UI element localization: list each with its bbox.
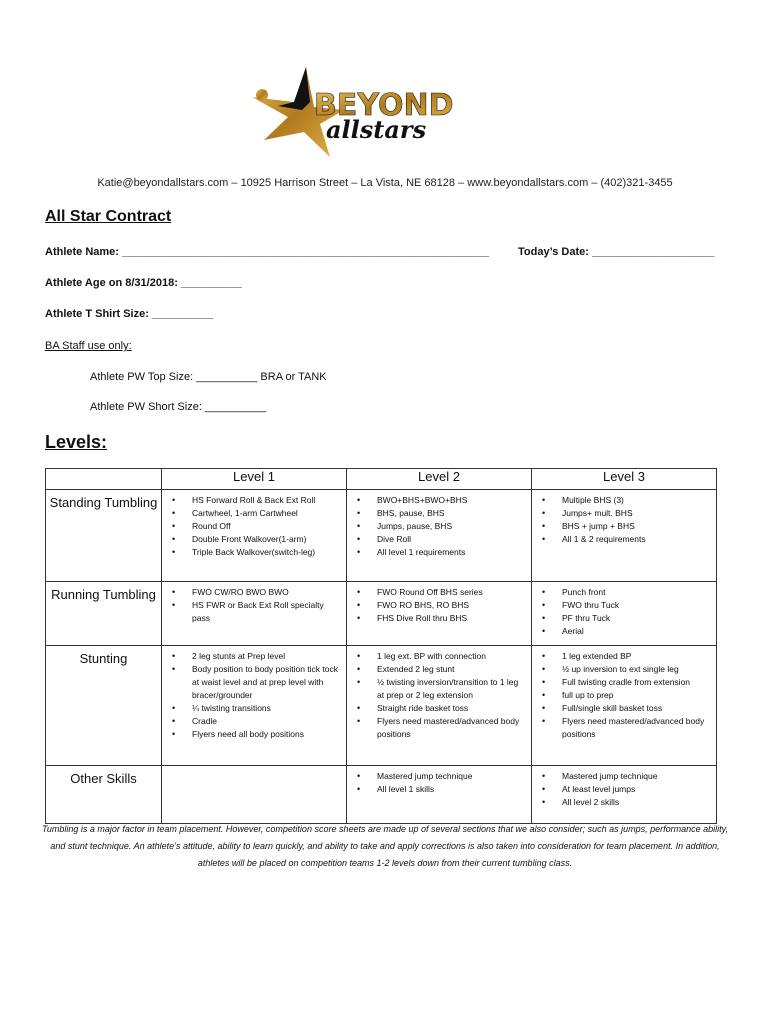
skill-list: [532, 582, 716, 642]
list-item: • All level 2 skills: [554, 796, 712, 809]
list-item: • Dive Roll: [369, 533, 527, 546]
skill-list: [532, 646, 716, 745]
page-title: All Star Contract: [45, 208, 172, 225]
list-item: • FWO RO BHS, RO BHS: [369, 599, 527, 612]
level-3-cell: [532, 582, 717, 646]
list-item: • Flyers need all body positions: [184, 728, 342, 741]
list-item: • Cradle: [184, 715, 342, 728]
list-item: • BHS, pause, BHS: [369, 507, 527, 520]
list-item: • BHS + jump + BHS: [554, 520, 712, 533]
athlete-age-field[interactable]: Athlete Age on 8/31/2018: __________: [45, 277, 243, 289]
skill-list: [347, 766, 531, 800]
list-item: • Flyers need mastered/advanced body positions: [369, 715, 527, 741]
empty-header-cell: [46, 469, 162, 490]
level-3-cell: [532, 646, 717, 766]
list-item: • All level 1 requirements: [369, 546, 527, 559]
beyond-allstars-logo: [244, 62, 476, 162]
skill-list: [532, 490, 716, 550]
placement-note: Tumbling is a major factor in team placement. However, competition score sheets are made up of several sections that we also consider; such as jumps, performance ability, and stunt technique. An athlete’s attitude, ability to learn quickly, and ability to take and apply corrections is also taken into consideration for team placement. In addition, athletes will be placed on competition teams 1-2 levels down from their current tumbling class.: [42, 824, 728, 868]
list-item: • ¼ twisting transitions: [184, 702, 342, 715]
list-item: • Straight ride basket toss: [369, 702, 527, 715]
list-item: • Full/single skill basket toss: [554, 702, 712, 715]
list-item: • All 1 & 2 requirements: [554, 533, 712, 546]
list-item: • Flyers need mastered/advanced body positions: [554, 715, 712, 741]
list-item: • FWO thru Tuck: [554, 599, 712, 612]
list-item: • Jumps, pause, BHS: [369, 520, 527, 533]
skill-list: [532, 766, 716, 813]
contact-info: Katie@beyondallstars.com – 10925 Harrison Street – La Vista, NE 68128 – www.beyondallstars.com – (402)321-3455: [97, 177, 673, 189]
list-item: • Mastered jump technique: [369, 770, 527, 783]
tshirt-size-field[interactable]: Athlete T Shirt Size: __________: [45, 308, 214, 320]
list-item: • ½ twisting inversion/transition to 1 leg at prep or 2 leg extension: [369, 676, 527, 702]
skill-list: [162, 582, 346, 629]
list-item: • Round Off: [184, 520, 342, 533]
athlete-name-field[interactable]: Athlete Name: ____________________________________________________________: [45, 246, 490, 258]
list-item: • FWO Round Off BHS series: [369, 586, 527, 599]
levels-table: [45, 468, 717, 824]
list-item: • Cartwheel, 1-arm Cartwheel: [184, 507, 342, 520]
skill-list: [162, 766, 346, 774]
list-item: • HS Forward Roll & Back Ext Roll: [184, 494, 342, 507]
level-1-cell: [162, 766, 347, 824]
pw-short-size-field[interactable]: Athlete PW Short Size: __________: [90, 401, 267, 413]
skill-list: [347, 490, 531, 563]
table-row: [46, 490, 717, 582]
pw-top-size-field[interactable]: Athlete PW Top Size: __________ BRA or TANK: [90, 371, 327, 383]
list-item: • Punch front: [554, 586, 712, 599]
todays-date-field[interactable]: Today’s Date: ____________________: [518, 246, 715, 258]
list-item: • BWO+BHS+BWO+BHS: [369, 494, 527, 507]
table-row: [46, 646, 717, 766]
row-label: Standing Tumbling: [46, 490, 162, 582]
levels-heading: Levels:: [45, 432, 108, 452]
list-item: • 2 leg stunts at Prep level: [184, 650, 342, 663]
skill-list: [162, 646, 346, 745]
list-item: • FWO CW/RO BWO BWO: [184, 586, 342, 599]
staff-only-label: BA Staff use only:: [45, 340, 132, 352]
level-3-cell: [532, 490, 717, 582]
skill-list: [347, 582, 531, 629]
list-item: • 1 leg ext. BP with connection: [369, 650, 527, 663]
list-item: • Triple Back Walkover(switch-leg): [184, 546, 342, 559]
table-row: [46, 582, 717, 646]
level-2-cell: [347, 582, 532, 646]
row-label: Other Skills: [46, 766, 162, 824]
list-item: • Double Front Walkover(1-arm): [184, 533, 342, 546]
level-1-cell: [162, 490, 347, 582]
levels-header-row: [46, 469, 717, 490]
list-item: • Full twisting cradle from extension: [554, 676, 712, 689]
list-item: • Jumps+ mult. BHS: [554, 507, 712, 520]
level-1-cell: [162, 582, 347, 646]
list-item: • Mastered jump technique: [554, 770, 712, 783]
list-item: • ½ up inversion to ext single leg: [554, 663, 712, 676]
table-row: [46, 766, 717, 824]
skill-list: [162, 490, 346, 563]
list-item: • HS FWR or Back Ext Roll specialty pass: [184, 599, 342, 625]
list-item: • 1 leg extended BP: [554, 650, 712, 663]
svg-text:allstars: allstars: [326, 115, 427, 144]
list-item: • All level 1 skills: [369, 783, 527, 796]
row-label: Running Tumbling: [46, 582, 162, 646]
list-item: • Multiple BHS (3): [554, 494, 712, 507]
level-1-header: Level 1: [162, 469, 347, 490]
level-2-header: Level 2: [347, 469, 532, 490]
list-item: • At least level jumps: [554, 783, 712, 796]
svg-text:BEYOND: BEYOND: [314, 88, 454, 123]
level-2-cell: [347, 490, 532, 582]
list-item: • PF thru Tuck: [554, 612, 712, 625]
level-2-cell: [347, 646, 532, 766]
level-3-cell: [532, 766, 717, 824]
list-item: • full up to prep: [554, 689, 712, 702]
level-3-header: Level 3: [532, 469, 717, 490]
skill-list: [347, 646, 531, 745]
row-label: Stunting: [46, 646, 162, 766]
level-2-cell: [347, 766, 532, 824]
list-item: • Aerial: [554, 625, 712, 638]
list-item: • FHS Dive Roll thru BHS: [369, 612, 527, 625]
list-item: • Body position to body position tick tock at waist level and at prep level with bracer/grounder: [184, 663, 342, 702]
list-item: • Extended 2 leg stunt: [369, 663, 527, 676]
level-1-cell: [162, 646, 347, 766]
